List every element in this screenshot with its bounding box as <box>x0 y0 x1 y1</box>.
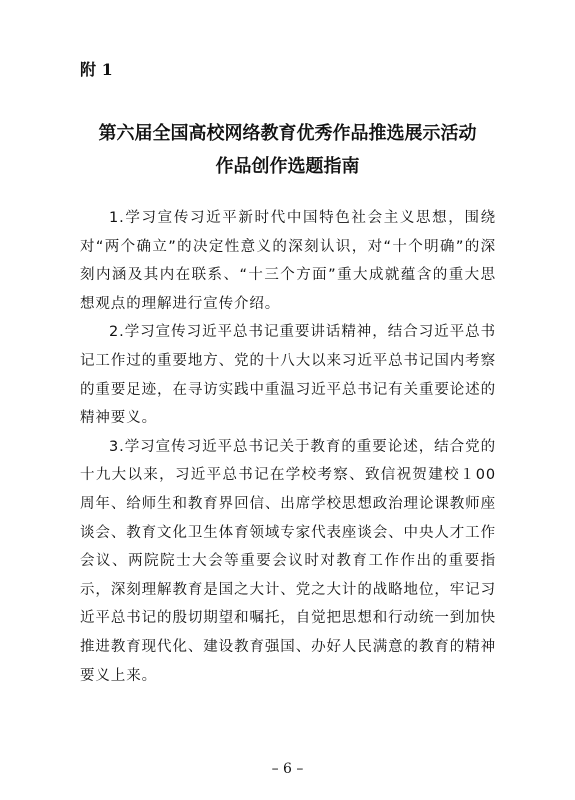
paragraph-3: 3.学习宣传习近平总书记关于教育的重要论述，结合党的十九大以来，习近平总书记在学校考察、致信祝贺建校１00周年、给师生和教育界回信、出席学校思想政治理论课教师座谈会、教育文化卫生体育领域专家代表座谈会、中央人才工作会议、两院院士大会等重要会议时对教育工作作出的重要指示，深刻理解教育是国之大计、党之大计的战略地位，牢记习近平总书记的殷切期望和嘱托，自觉把思想和行动统一到加快推进教育现代化、建设教育强国、办好人民满意的教育的精神要义上来。 <box>80 438 496 684</box>
document-title <box>60 117 515 183</box>
document-body <box>80 204 496 690</box>
paragraph-1: 1.学习宣传习近平新时代中国特色社会主义思想，围绕对“两个确立”的决定性意义的深刻认识，对“十个明确”的深刻内涵及其内在联系、“十三个方面”重大成就蕴含的重大思想观点的理解进行宣传介绍。 <box>80 210 496 312</box>
attachment-label: 附 1 <box>80 60 113 79</box>
page-number: – 6 – <box>271 761 304 777</box>
document-title-line-2: 作品创作选题指南 <box>215 156 360 177</box>
paragraph-2: 2.学习宣传习近平总书记重要讲话精神，结合习近平总书记工作过的重要地方、党的十八大以来习近平总书记国内考察的重要足迹，在寻访实践中重温习近平总书记有关重要论述的精神要义。 <box>80 324 496 427</box>
document-title-line-1: 第六届全国高校网络教育优秀作品推选展示活动 <box>98 123 477 144</box>
